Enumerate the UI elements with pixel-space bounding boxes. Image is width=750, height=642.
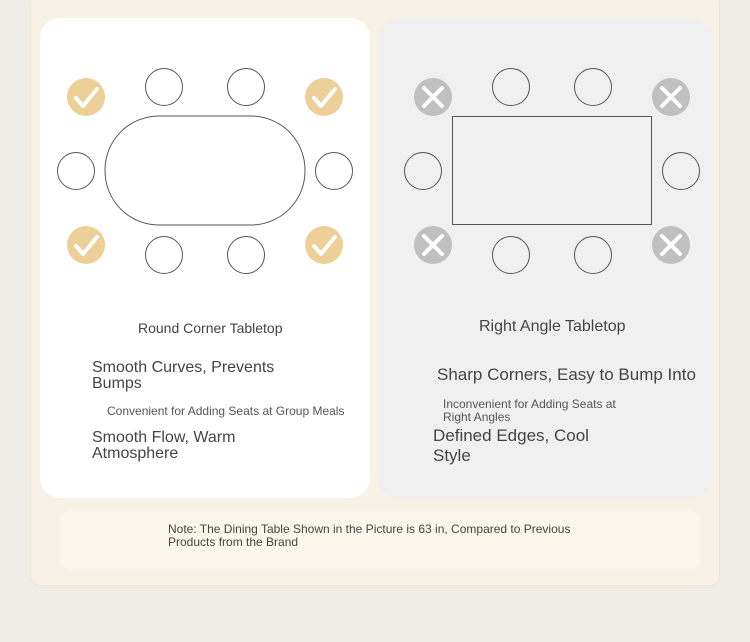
check-icon: [305, 226, 343, 264]
cross-icon: [414, 78, 452, 116]
right-angle-tabletop-shape: [453, 117, 652, 225]
right-angle-title: Right Angle Tabletop: [479, 318, 626, 335]
chair-seat: [316, 153, 353, 190]
chair-seat: [663, 153, 700, 190]
chair-seat: [146, 237, 183, 274]
round-tabletop-shape: [105, 116, 305, 225]
chair-seat: [228, 237, 265, 274]
round-table-diagram: [40, 18, 370, 498]
round-benefit-2: Convenient for Adding Seats at Group Meals: [107, 404, 345, 418]
right-drawback-3: Defined Edges, Cool Style: [433, 426, 589, 465]
cross-icon: [652, 226, 690, 264]
chair-seat: [575, 237, 612, 274]
cross-icon: [652, 78, 690, 116]
chair-seat: [146, 69, 183, 106]
right-drawback-2: Inconvenient for Adding Seats at Right Angles: [443, 397, 616, 424]
chair-seat: [493, 69, 530, 106]
chair-seat: [575, 69, 612, 106]
round-benefit-1: Smooth Curves, Prevents Bumps: [92, 359, 275, 392]
check-icon: [67, 78, 105, 116]
check-icon: [67, 226, 105, 264]
round-corner-title: Round Corner Tabletop: [138, 320, 283, 336]
cross-icon: [414, 226, 452, 264]
round-benefit-3: Smooth Flow, Warm Atmosphere: [92, 429, 236, 462]
chair-seat: [228, 69, 265, 106]
size-note: Note: The Dining Table Shown in the Picture is 63 in, Compared to Previous Products from the Brand: [168, 522, 571, 549]
chair-seat: [405, 153, 442, 190]
round-corner-card: [40, 18, 370, 498]
check-icon: [305, 78, 343, 116]
chair-seat: [58, 153, 95, 190]
right-drawback-1: Sharp Corners, Easy to Bump Into: [437, 365, 696, 384]
chair-seat: [493, 237, 530, 274]
